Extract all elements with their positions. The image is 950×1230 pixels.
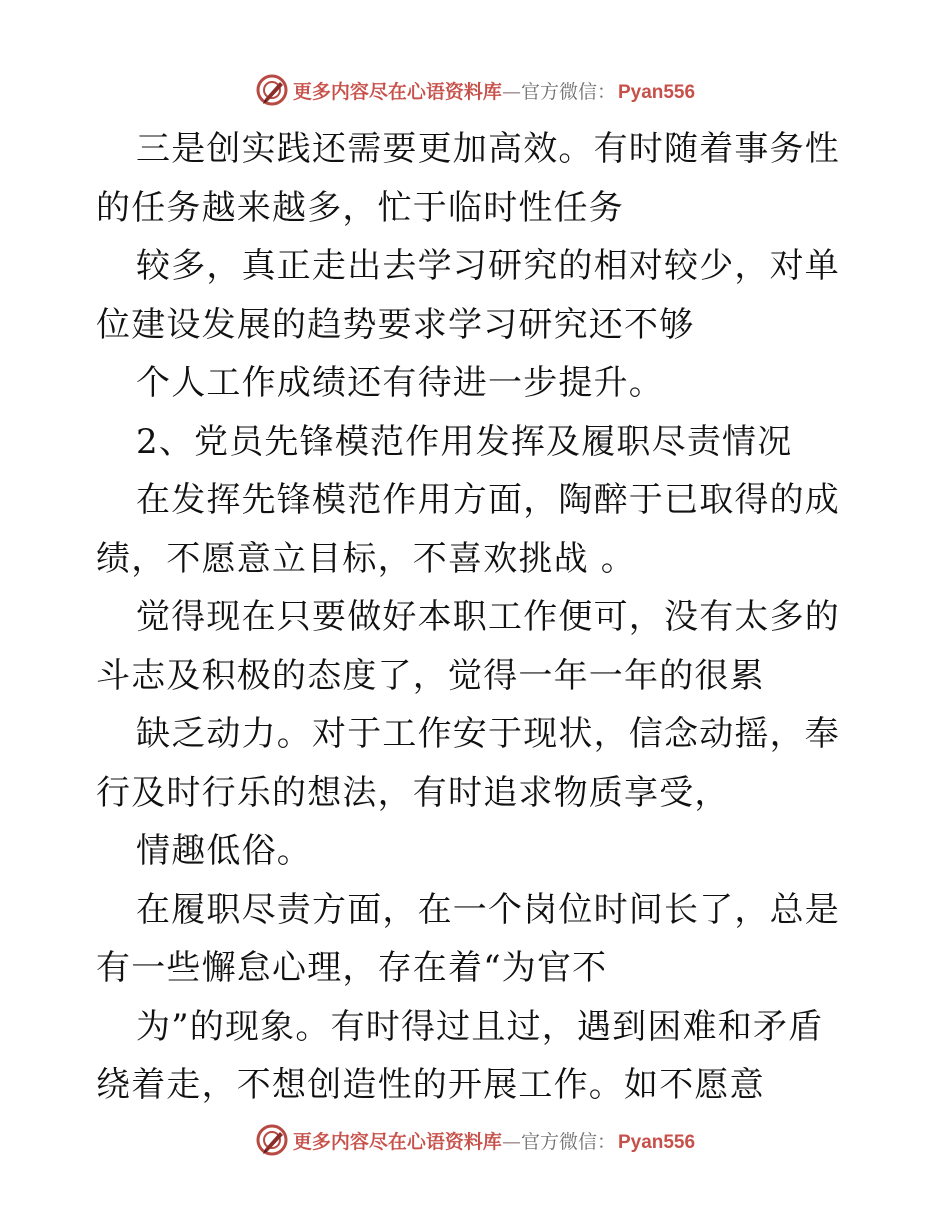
banner-wechat-id: Pyan556 bbox=[617, 1131, 696, 1153]
banner-site-text: 更多内容尽在心语资料库 bbox=[292, 1130, 502, 1153]
banner-text bbox=[293, 1127, 695, 1154]
footer-watermark-banner bbox=[0, 1120, 950, 1160]
banner-dash: — bbox=[501, 1130, 521, 1153]
banner-text bbox=[293, 77, 695, 104]
paragraph: 较多，真正走出去学习研究的相对较少，对单位建设发展的趋势要求学习研究还不够 bbox=[96, 246, 840, 345]
paragraph: 在履职尽责方面，在一个岗位时间长了，总是有一些懈怠心理，存在着“为官不 bbox=[96, 889, 840, 988]
banner-dash: — bbox=[501, 80, 521, 103]
pen-logo-icon bbox=[255, 1123, 289, 1157]
banner-wechat-label: 官方微信： bbox=[520, 80, 616, 103]
section-heading: 2、党员先锋模范作用发挥及履职尽责情况 bbox=[136, 421, 793, 462]
pen-logo-icon bbox=[255, 73, 289, 107]
header-watermark-banner bbox=[0, 70, 950, 110]
document-body bbox=[96, 120, 856, 1115]
banner-wechat-id: Pyan556 bbox=[617, 81, 696, 103]
paragraph: 觉得现在只要做好本职工作便可，没有太多的斗志及积极的态度了，觉得一年一年的很累 bbox=[96, 597, 840, 696]
banner-site-text: 更多内容尽在心语资料库 bbox=[292, 80, 502, 103]
paragraph: 三是创实践还需要更加高效。有时随着事务性的任务越来越多，忙于临时性任务 bbox=[96, 129, 840, 228]
banner-wechat-label: 官方微信： bbox=[520, 1130, 616, 1153]
paragraph: 在发挥先锋模范作用方面，陶醉于已取得的成绩，不愿意立目标，不喜欢挑战 。 bbox=[96, 480, 840, 579]
paragraph: 情趣低俗。 bbox=[136, 831, 312, 871]
paragraph: 个人工作成绩还有待进一步提升。 bbox=[136, 363, 664, 403]
paragraph: 为”的现象。有时得过且过，遇到困难和矛盾绕着走，不想创造性的开展工作。如不愿意 bbox=[96, 1006, 824, 1105]
paragraph: 缺乏动力。对于工作安于现状，信念动摇，奉行及时行乐的想法，有时追求物质享受， bbox=[96, 714, 840, 813]
